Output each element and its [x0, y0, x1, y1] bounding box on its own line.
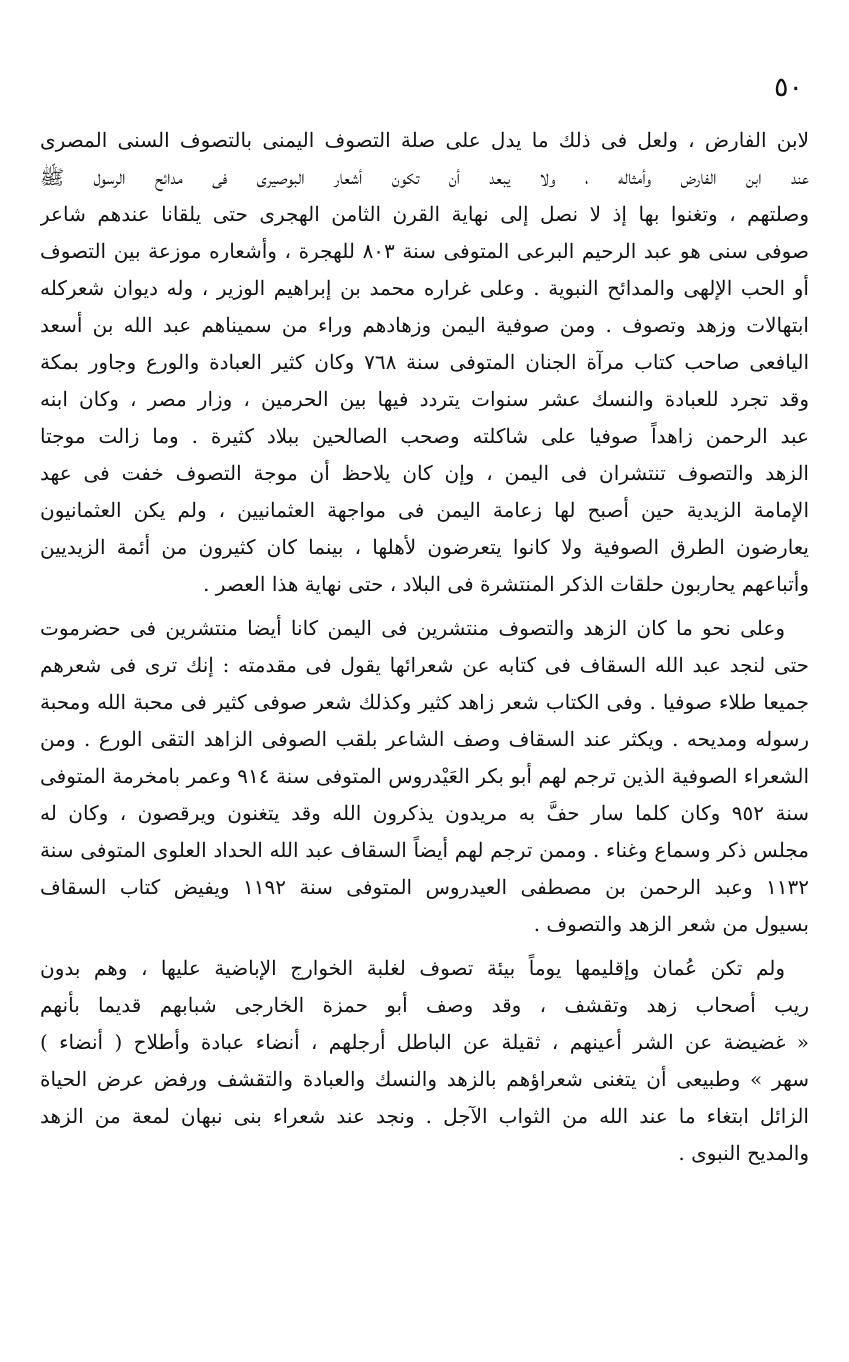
paragraph-3 — [40, 950, 809, 1172]
text-line: حتى لنجد عبد الله السقاف فى كتابه عن شعرائها يقول فى مقدمته : إنك ترى فى شعرهم — [40, 653, 809, 677]
body-text — [40, 122, 809, 1172]
text-line: عبد الرحمن زاهداً صوفيا على شاكلته وصحب الصالحين ببلاد كثيرة . وما زالت موجتا — [40, 424, 809, 448]
text-line: رسوله ومديحه . ويكثر عند السقاف وصف الشاعر بلقب الصوفى الزاهد التقى الورع . ومن — [40, 727, 809, 751]
text-line: الإمامة الزيدية حين أصبح لها زعامة اليمن فى مواجهة العثمانيين ، ولم يكن العثمانيون — [40, 498, 809, 522]
text-line: أو الحب الإلهى والمدائح النبوية . وعلى غراره محمد بن إبراهيم الوزير ، وله ديوان شعركله — [40, 276, 809, 300]
text-line: بسيول من شعر الزهد والتصوف . — [533, 912, 809, 936]
page-number: ٥٠ — [773, 72, 803, 103]
text-line: عند ابن الفارض وأمثاله ، ولا يبعد أن تكون أشعار البوصيرى فى مدائح الرسول ﷺ — [40, 165, 809, 189]
text-line: « غضيضة عن الشر أعينهم ، ثقيلة عن الباطل أرجلهم ، أنضاء عبادة وأطلاح ( أنضاء ) — [40, 1030, 809, 1054]
paragraph-2 — [40, 610, 809, 943]
paragraph-gap — [40, 943, 809, 950]
text-line: الزائل ابتغاء ما عند الله من الثواب الآجل . ونجد عند شعراء بنى نبهان لمعة من الزهد — [40, 1104, 809, 1128]
text-line: مجلس ذكر وسماع وغناء . وممن ترجم لهم أيضاً السقاف عبد الله الحداد العلوى المتوفى سنة — [40, 838, 809, 862]
text-line: جميعا طلاء صوفيا . وفى الكتاب شعر زاهد كثير وكذلك شعر صوفى كثير فى محبة الله ومحبة — [40, 690, 809, 714]
text-line: سهر » وطبيعى أن يتغنى شعراؤهم بالزهد والنسك والعبادة والتقشف ورفض عرض الحياة — [40, 1067, 809, 1091]
paragraph-1 — [40, 122, 809, 603]
text-line: لابن الفارض ، ولعل فى ذلك ما يدل على صلة التصوف اليمنى بالتصوف السنى المصرى — [40, 128, 809, 152]
text-line: سنة ٩٥٢ وكان كلما سار حفَّ به مريدون يذكرون الله وقد يتغنون ويرقصون ، وكان له — [40, 801, 809, 825]
text-line: ١١٣٢ وعبد الرحمن بن مصطفى العيدروس المتوفى سنة ١١٩٢ ويفيض كتاب السقاف — [40, 875, 809, 899]
text-line: ولم تكن عُمان وإقليمها يوماً بيئة تصوف لغلبة الخوارج الإباضية عليها ، وهم بدون — [40, 956, 786, 980]
text-line: صوفى سنى هو عبد الرحيم البرعى المتوفى سنة ٨٠٣ للهجرة ، وأشعاره موزعة بين التصوف — [40, 239, 809, 263]
text-line: والمديح النبوى . — [678, 1141, 809, 1165]
paragraph-gap — [40, 603, 809, 610]
text-line: الزهد والتصوف تنتشران فى اليمن ، وإن كان يلاحظ أن موجة التصوف خفت فى عهد — [40, 461, 809, 485]
text-line: ريب أصحاب زهد وتقشف ، وقد وصف أبو حمزة الخارجى شبابهم قديما بأنهم — [40, 993, 809, 1017]
text-line: وأتباعهم يحاربون حلقات الذكر المنتشرة فى البلاد ، حتى نهاية هذا العصر . — [203, 572, 809, 596]
text-line: ابتهالات وزهد وتصوف . ومن صوفية اليمن وزهادهم وراء من سميناهم عبد الله بن أسعد — [40, 313, 809, 337]
text-line: الشعراء الصوفية الذين ترجم لهم أبو بكر العَيْدروس المتوفى سنة ٩١٤ وعمر بامخرمة المتوفى — [40, 764, 809, 788]
text-line: وصلتهم ، وتغنوا بها إذ لا نصل إلى نهاية القرن الثامن الهجرى حتى يلقانا عندهم شاعر — [40, 202, 809, 226]
text-line: وقد تجرد للعبادة والنسك عشر سنوات يتردد فيها بين الحرمين ، وزار مصر ، وكان ابنه — [40, 387, 809, 411]
text-line: يعارضون الطرق الصوفية ولا كانوا يتعرضون لأهلها ، بينما كان كثيرون من أئمة الزيديين — [40, 535, 809, 559]
text-line: وعلى نحو ما كان الزهد والتصوف منتشرين فى اليمن كانا أيضا منتشرين فى حضرموت — [40, 616, 785, 640]
text-line: اليافعى صاحب كتاب مرآة الجنان المتوفى سنة ٧٦٨ وكان كثير العبادة والورع وجاور بمكة — [40, 350, 809, 374]
